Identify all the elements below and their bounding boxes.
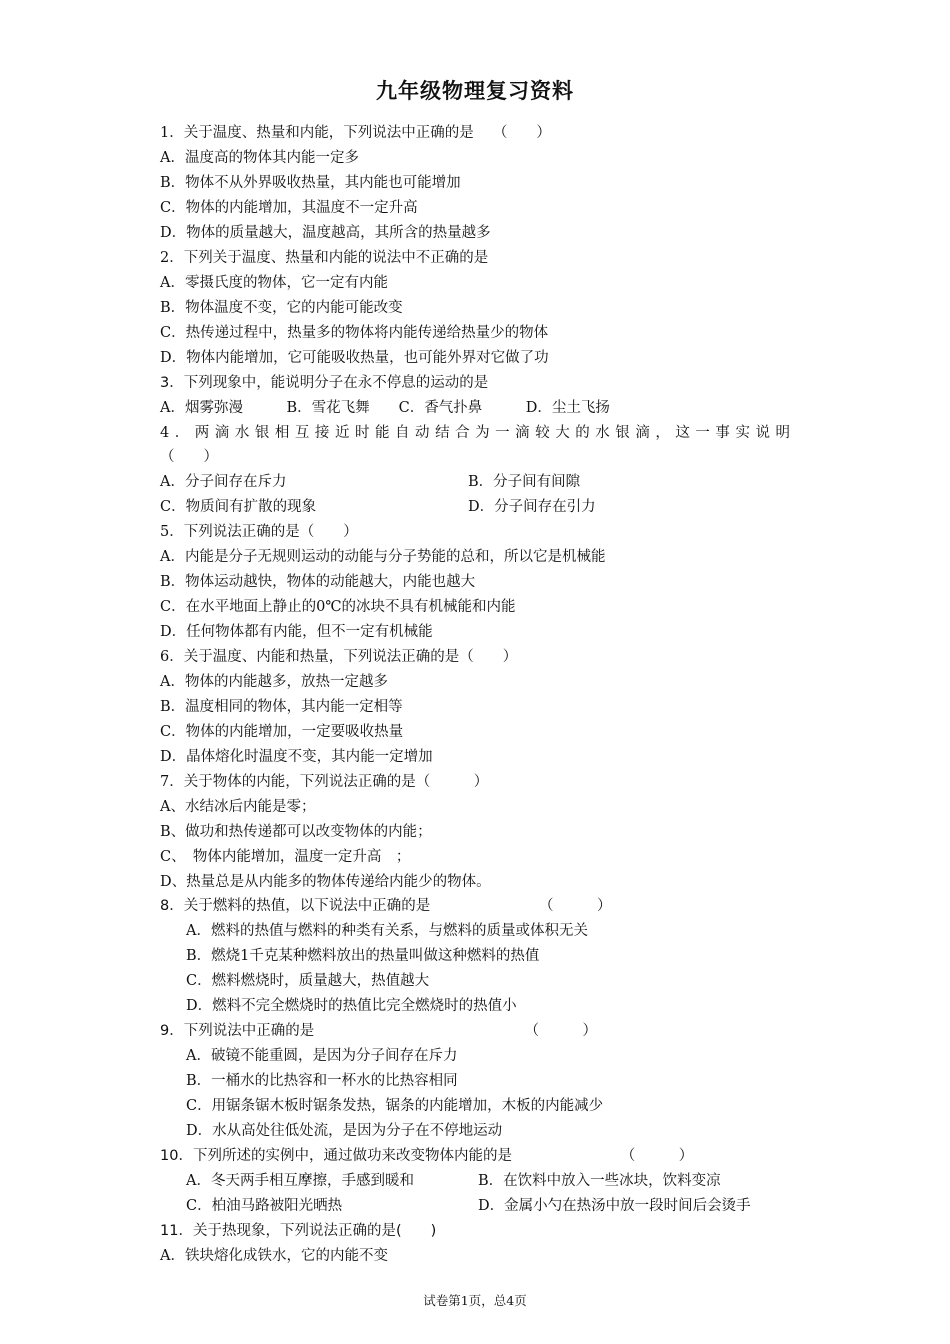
option-6c: C．物体的内能增加，一定要吸收热量 xyxy=(160,724,404,740)
option-9a: A．破镜不能重圆，是因为分子间存在斥力 xyxy=(186,1048,458,1064)
option-6d: D．晶体熔化时温度不变，其内能一定增加 xyxy=(160,749,433,765)
options-3: A．烟雾弥漫 B．雪花飞舞 C．香气扑鼻 D．尘土飞扬 xyxy=(160,400,610,416)
option-1a: A．温度高的物体其内能一定多 xyxy=(160,150,359,166)
option-6b: B．温度相同的物体，其内能一定相等 xyxy=(160,699,403,715)
option-1d: D．物体的质量越大，温度越高，其所含的热量越多 xyxy=(160,225,491,241)
option-7a: A、水结冰后内能是零； xyxy=(160,799,316,815)
question-5: 5．下列说法正确的是（ ） xyxy=(160,524,358,540)
option-9b: B．一桶水的比热容和一杯水的比热容相同 xyxy=(186,1073,458,1089)
option-8c: C．燃料燃烧时，质量越大，热值越大 xyxy=(186,973,430,989)
option-7d: D、热量总是从内能多的物体传递给内能少的物体。 xyxy=(160,874,491,890)
option-10d: D．金属小勺在热汤中放一段时间后会烫手 xyxy=(478,1198,751,1214)
option-5a: A．内能是分子无规则运动的动能与分子势能的总和，所以它是机械能 xyxy=(160,549,606,565)
option-5c: C．在水平地面上静止的0℃的冰块不具有机械能和内能 xyxy=(160,599,516,615)
option-5d: D．任何物体都有内能，但不一定有机械能 xyxy=(160,624,433,640)
option-4b: B．分子间有间隙 xyxy=(468,474,581,490)
option-9d: D．水从高处往低处流，是因为分子在不停地运动 xyxy=(186,1123,503,1139)
question-4: 4．两滴水银相互接近时能自动结合为一滴较大的水银滴，这一事实说明 xyxy=(160,425,790,441)
option-4c: C．物质间有扩散的现象 xyxy=(160,499,317,515)
question-11: 11．关于热现象，下列说法正确的是( ) xyxy=(160,1223,437,1239)
question-4-paren: （ ） xyxy=(160,449,218,465)
option-5b: B．物体运动越快，物体的动能越大，内能也越大 xyxy=(160,574,476,590)
page-title: 九年级物理复习资料 xyxy=(376,79,574,103)
option-1b: B．物体不从外界吸收热量，其内能也可能增加 xyxy=(160,175,461,191)
option-10c: C．柏油马路被阳光晒热 xyxy=(186,1198,343,1214)
option-8a: A．燃料的热值与燃料的种类有关系，与燃料的质量或体积无关 xyxy=(186,923,588,939)
option-2b: B．物体温度不变，它的内能可能改变 xyxy=(160,300,403,316)
question-3: 3．下列现象中，能说明分子在永不停息的运动的是 xyxy=(160,375,489,391)
option-4a: A．分子间存在斥力 xyxy=(160,474,287,490)
option-2d: D．物体内能增加，它可能吸收热量，也可能外界对它做了功 xyxy=(160,350,549,366)
option-7c: C、 物体内能增加，温度一定升高 ； xyxy=(160,849,411,865)
question-9: 9．下列说法中正确的是 （ ） xyxy=(160,1023,597,1039)
page-footer: 试卷第1页，总4页 xyxy=(423,1293,527,1308)
question-6: 6．关于温度、内能和热量，下列说法正确的是（ ） xyxy=(160,649,518,665)
question-7: 7．关于物体的内能，下列说法正确的是（ ） xyxy=(160,774,489,790)
option-10b: B．在饮料中放入一些冰块，饮料变凉 xyxy=(478,1173,721,1189)
option-1c: C．物体的内能增加，其温度不一定升高 xyxy=(160,200,418,216)
option-7b: B、做功和热传递都可以改变物体的内能； xyxy=(160,824,432,840)
option-9c: C．用锯条锯木板时锯条发热，锯条的内能增加，木板的内能减少 xyxy=(186,1098,604,1114)
option-2a: A．零摄氏度的物体，它一定有内能 xyxy=(160,275,388,291)
option-10a: A．冬天两手相互摩擦，手感到暖和 xyxy=(186,1173,414,1189)
option-4d: D．分子间存在引力 xyxy=(468,499,596,515)
option-8d: D．燃料不完全燃烧时的热值比完全燃烧时的热值小 xyxy=(186,998,517,1014)
question-10: 10．下列所述的实例中，通过做功来改变物体内能的是 （ ） xyxy=(160,1148,694,1164)
option-2c: C．热传递过程中，热量多的物体将内能传递给热量少的物体 xyxy=(160,325,549,341)
question-1: 1．关于温度、热量和内能，下列说法中正确的是 （ ） xyxy=(160,125,551,141)
question-8: 8．关于燃料的热值，以下说法中正确的是 （ ） xyxy=(160,898,612,914)
option-11a: A．铁块熔化成铁水，它的内能不变 xyxy=(160,1248,388,1264)
question-2: 2．下列关于温度、热量和内能的说法中不正确的是 xyxy=(160,250,489,266)
option-6a: A．物体的内能越多，放热一定越多 xyxy=(160,674,388,690)
option-8b: B．燃烧1千克某种燃料放出的热量叫做这种燃料的热值 xyxy=(186,948,540,964)
